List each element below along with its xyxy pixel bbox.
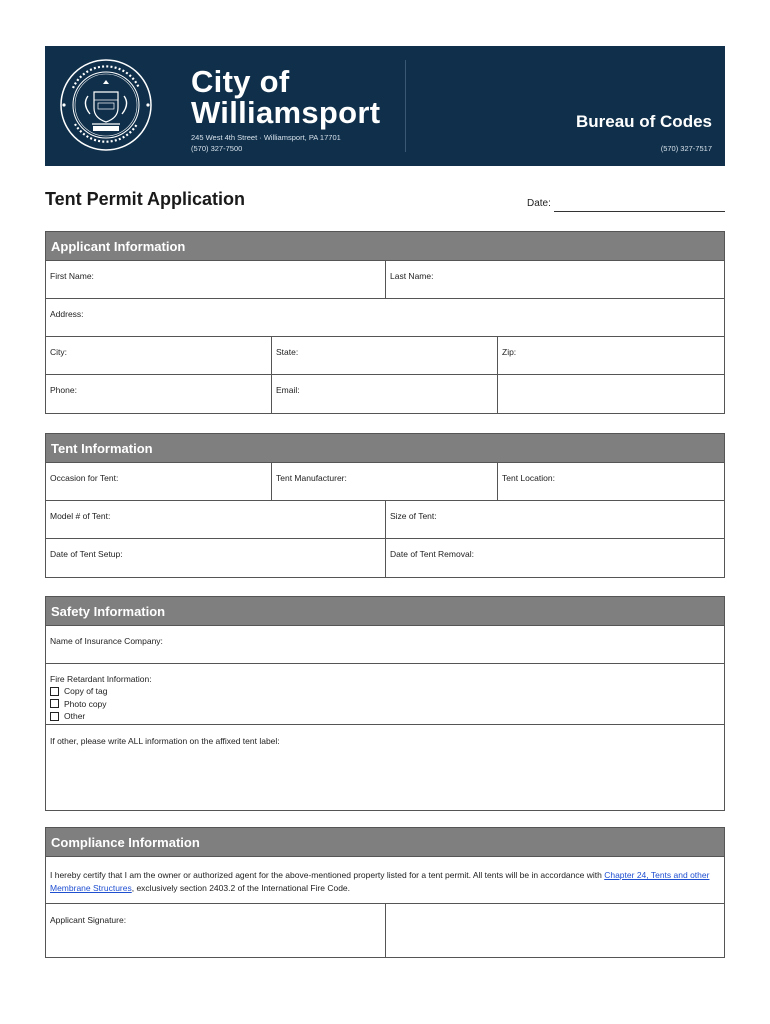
chapter-24-link[interactable]: Chapter 24, Tents and other Membrane Structures xyxy=(50,870,710,893)
removal-date-field[interactable]: Date of Tent Removal: xyxy=(390,549,474,559)
email-field[interactable]: Email: xyxy=(272,375,498,413)
blank-cell xyxy=(498,375,724,413)
page-title: Tent Permit Application xyxy=(45,189,246,209)
checkbox-square[interactable] xyxy=(50,687,59,696)
checkbox-label: Photo copy xyxy=(64,698,107,709)
date-input-line[interactable] xyxy=(554,211,725,212)
checkbox-label: Other xyxy=(64,711,86,722)
tent-heading: Tent Information xyxy=(46,434,724,463)
checkbox-label: Copy of tag xyxy=(64,686,108,697)
last-name-field[interactable]: Last Name: xyxy=(390,271,434,281)
applicant-row-contact xyxy=(46,375,724,413)
applicant-row-name xyxy=(46,261,724,299)
safety-heading: Safety Information xyxy=(46,597,724,626)
certification-text-start: I hereby certify that I am the owner or authorized agent for the above-mentioned property listed for a tent permit. All tents will be in accordance with xyxy=(50,870,605,880)
size-field[interactable]: Size of Tent: xyxy=(390,511,437,521)
city-phone: (570) 327-7500 xyxy=(191,144,243,153)
setup-date-field[interactable]: Date of Tent Setup: xyxy=(46,539,386,577)
certification-text xyxy=(46,857,724,904)
checkbox-photo-copy[interactable] xyxy=(50,698,724,711)
model-field[interactable]: Model # of Tent: xyxy=(46,501,386,538)
header-divider xyxy=(405,60,406,152)
date-field[interactable] xyxy=(527,198,725,209)
fire-retardant-label: Fire Retardant Information: xyxy=(50,674,152,684)
bureau-phone: (570) 327-7517 xyxy=(660,144,712,153)
city-contact xyxy=(191,132,341,154)
applicant-row-location xyxy=(46,337,724,375)
first-name-field[interactable]: First Name: xyxy=(46,261,386,298)
compliance-section xyxy=(45,827,725,958)
checkbox-other[interactable] xyxy=(50,710,724,723)
certification-text-end: , exclusively section 2403.2 of the International Fire Code. xyxy=(131,883,351,893)
other-info-label: If other, please write ALL information on the affixed tent label: xyxy=(50,736,280,746)
signature-row xyxy=(46,904,724,957)
compliance-heading: Compliance Information xyxy=(46,828,724,857)
location-field[interactable]: Tent Location: xyxy=(502,473,555,483)
fire-retardant-block xyxy=(46,664,724,725)
bureau-name: Bureau of Codes xyxy=(575,112,712,131)
signature-blank-cell[interactable] xyxy=(386,904,724,957)
tent-row-dates xyxy=(46,539,724,577)
manufacturer-field[interactable]: Tent Manufacturer: xyxy=(272,463,498,500)
address-field[interactable]: Address: xyxy=(50,309,84,319)
insurance-field[interactable]: Name of Insurance Company: xyxy=(50,636,163,646)
applicant-section xyxy=(45,231,725,414)
city-name-line1: City of xyxy=(191,64,290,99)
tent-row-model xyxy=(46,501,724,539)
zip-field[interactable]: Zip: xyxy=(502,347,517,357)
signature-field[interactable]: Applicant Signature: xyxy=(46,904,386,957)
city-name xyxy=(191,66,380,128)
city-name-line2: Williamsport xyxy=(191,95,381,130)
state-field[interactable]: State: xyxy=(272,337,498,374)
other-info-field[interactable] xyxy=(46,725,724,810)
occasion-field[interactable]: Occasion for Tent: xyxy=(46,463,272,500)
phone-field[interactable]: Phone: xyxy=(46,375,272,413)
tent-section xyxy=(45,433,725,578)
header-banner xyxy=(45,46,725,166)
safety-section xyxy=(45,596,725,811)
applicant-row-address xyxy=(46,299,724,337)
applicant-heading: Applicant Information xyxy=(46,232,724,261)
checkbox-square[interactable] xyxy=(50,699,59,708)
date-label: Date: xyxy=(527,198,551,209)
city-address: 245 West 4th Street · Williamsport, PA 17701 xyxy=(191,133,341,142)
checkbox-square[interactable] xyxy=(50,712,59,721)
safety-row-insurance xyxy=(46,626,724,664)
checkbox-copy-of-tag[interactable] xyxy=(50,685,724,698)
city-seal-icon xyxy=(59,58,153,152)
city-field[interactable]: City: xyxy=(46,337,272,374)
tent-row-details xyxy=(46,463,724,501)
